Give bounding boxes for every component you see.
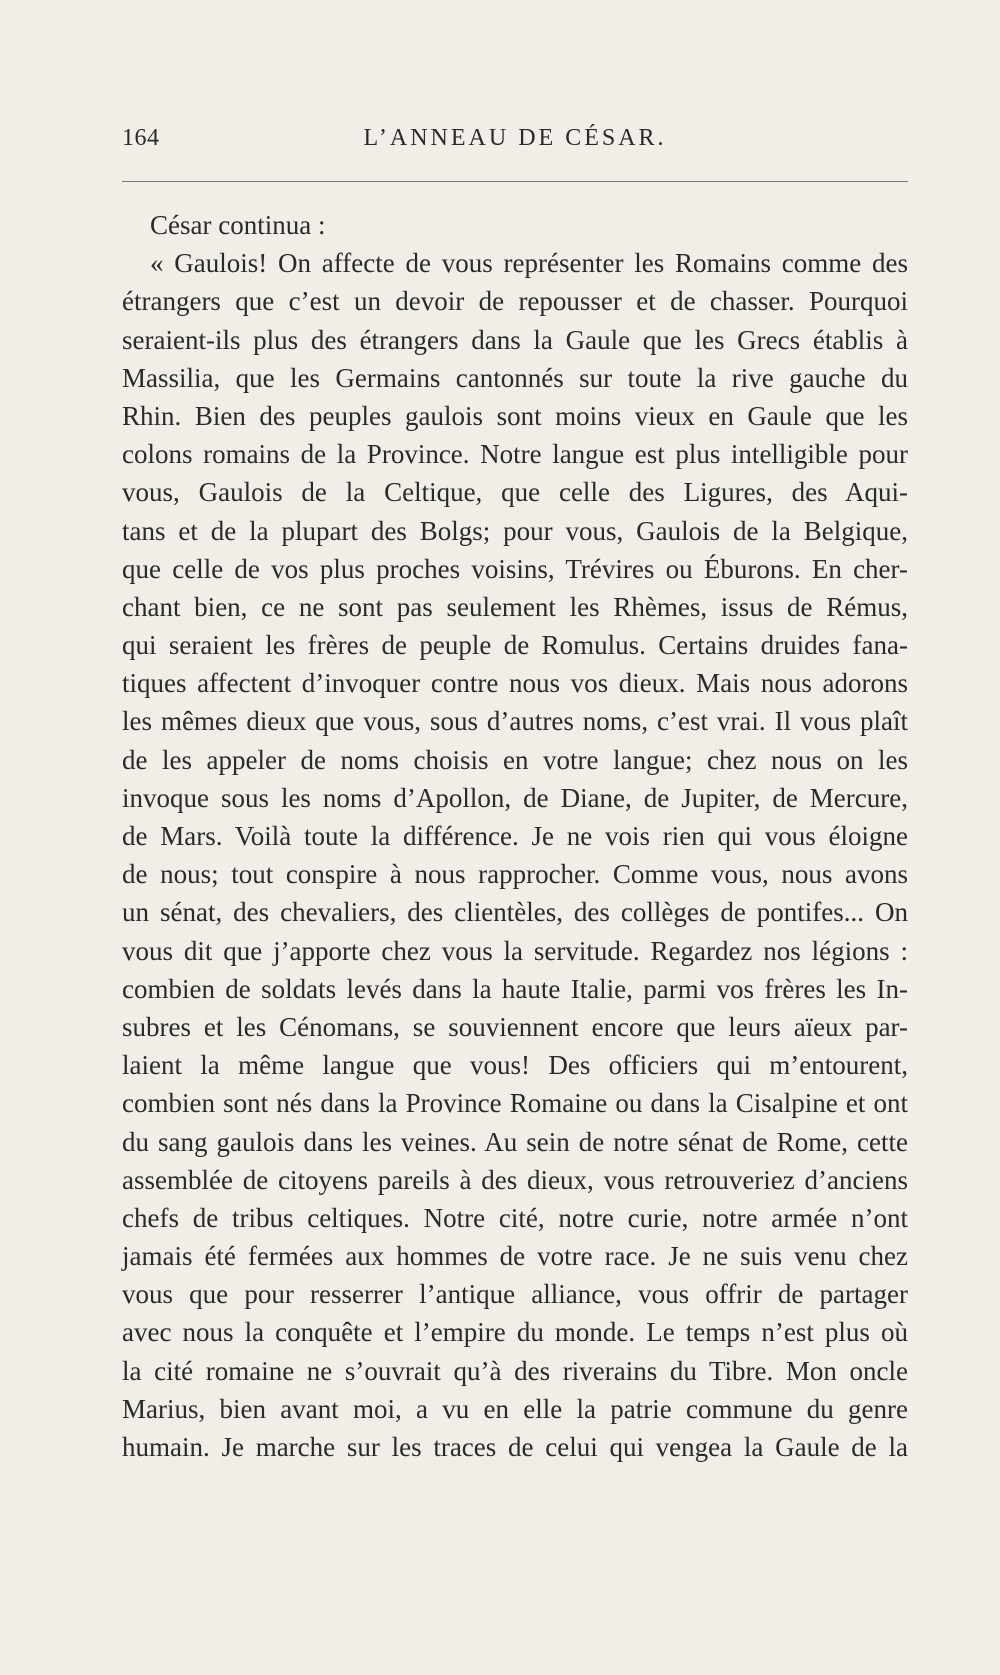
text-line: combien de soldats levés dans la haute Italie, parmi vos frères les In- bbox=[122, 973, 908, 1004]
text-line: qui seraient les frères de peuple de Romulus. Certains druides fana- bbox=[122, 630, 908, 661]
text-line: la cité romaine ne s’ouvrait qu’à des riverains du Tibre. Mon oncle bbox=[122, 1355, 908, 1386]
text-line: « Gaulois! On affecte de vous représenter les Romains comme des bbox=[150, 248, 908, 279]
text-line: avec nous la conquête et l’empire du monde. Le temps n’est plus où bbox=[122, 1317, 908, 1348]
page-header bbox=[122, 125, 908, 157]
text-line: vous dit que j’apporte chez vous la servitude. Regardez nos légions : bbox=[122, 935, 908, 966]
running-head: L’ANNEAU DE CÉSAR. bbox=[363, 125, 667, 151]
text-line: un sénat, des chevaliers, des clientèles, des collèges de pontifes... On bbox=[122, 897, 908, 928]
body-text bbox=[122, 206, 908, 1466]
text-line: colons romains de la Province. Notre langue est plus intelligible pour bbox=[122, 439, 908, 470]
text-line: Marius, bien avant moi, a vu en elle la patrie commune du genre bbox=[122, 1393, 908, 1424]
header-rule bbox=[122, 181, 908, 182]
text-line: vous, Gaulois de la Celtique, que celle des Ligures, des Aqui- bbox=[122, 477, 908, 508]
text-line: invoque sous les noms d’Apollon, de Diane, de Jupiter, de Mercure, bbox=[122, 782, 908, 813]
page-number: 164 bbox=[122, 125, 160, 151]
text-line: de nous; tout conspire à nous rapprocher. Comme vous, nous avons bbox=[122, 859, 908, 890]
text-line: vous que pour resserrer l’antique alliance, vous offrir de partager bbox=[122, 1279, 908, 1310]
text-line: tans et de la plupart des Bolgs; pour vous, Gaulois de la Belgique, bbox=[122, 515, 908, 546]
text-line: étrangers que c’est un devoir de repousser et de chasser. Pourquoi bbox=[122, 286, 908, 317]
text-line: du sang gaulois dans les veines. Au sein de notre sénat de Rome, cette bbox=[122, 1126, 908, 1157]
text-line: seraient-ils plus des étrangers dans la Gaule que les Grecs établis à bbox=[122, 324, 908, 355]
text-line: combien sont nés dans la Province Romaine ou dans la Cisalpine et ont bbox=[122, 1088, 908, 1119]
text-line: les mêmes dieux que vous, sous d’autres noms, c’est vrai. Il vous plaît bbox=[122, 706, 908, 737]
text-line: César continua : bbox=[150, 210, 326, 240]
text-line: Massilia, que les Germains cantonnés sur toute la rive gauche du bbox=[122, 362, 908, 393]
text-line: chant bien, ce ne sont pas seulement les Rhèmes, issus de Rémus, bbox=[122, 591, 908, 622]
text-line: humain. Je marche sur les traces de celui qui vengea la Gaule de la bbox=[122, 1432, 908, 1462]
text-line: de les appeler de noms choisis en votre langue; chez nous on les bbox=[122, 744, 908, 775]
text-line: chefs de tribus celtiques. Notre cité, notre curie, notre armée n’ont bbox=[122, 1202, 908, 1233]
text-line: tiques affectent d’invoquer contre nous vos dieux. Mais nous adorons bbox=[122, 668, 908, 699]
text-line: laient la même langue que vous! Des officiers qui m’entourent, bbox=[122, 1050, 908, 1081]
text-line: assemblée de citoyens pareils à des dieux, vous retrouveriez d’anciens bbox=[122, 1164, 908, 1195]
text-line: subres et les Cénomans, se souviennent encore que leurs aïeux par- bbox=[122, 1011, 908, 1042]
text-line: Rhin. Bien des peuples gaulois sont moins vieux en Gaule que les bbox=[122, 400, 908, 431]
text-line: de Mars. Voilà toute la différence. Je ne vois rien qui vous éloigne bbox=[122, 821, 908, 851]
text-line: jamais été fermées aux hommes de votre race. Je ne suis venu chez bbox=[122, 1241, 908, 1272]
text-line: que celle de vos plus proches voisins, Trévires ou Éburons. En cher- bbox=[122, 553, 908, 584]
